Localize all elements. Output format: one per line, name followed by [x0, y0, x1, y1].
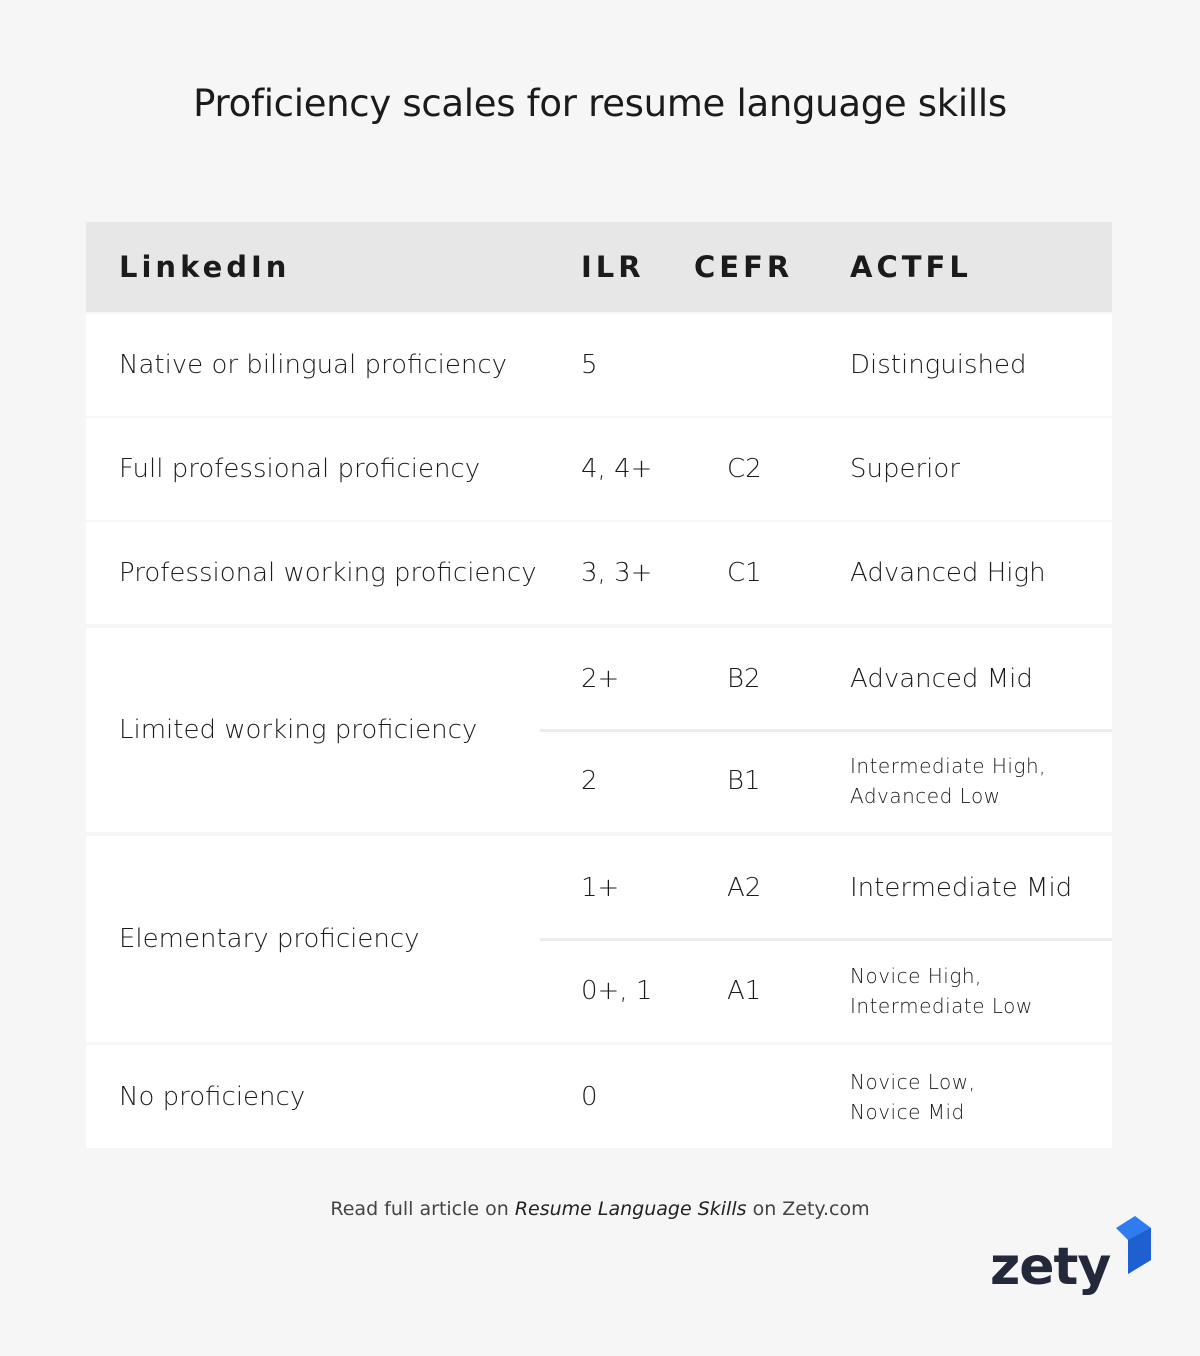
- cefr-value: B2: [727, 664, 761, 694]
- table-row: [86, 836, 1112, 1042]
- table-row: [86, 522, 1112, 624]
- ilr-value: 1+: [581, 872, 620, 903]
- actfl-value: Intermediate High, Advanced Low: [850, 754, 1047, 808]
- footer-note: Read full article on Resume Language Skills on Zety.com: [330, 1198, 870, 1220]
- zety-logo: [988, 1210, 1158, 1304]
- table-header: [86, 222, 1112, 312]
- linkedin-level: No proficiency: [119, 1081, 306, 1112]
- table-row: [86, 1045, 1112, 1148]
- linkedin-level: Native or bilingual proficiency: [119, 350, 508, 380]
- header-linkedin: LinkedIn: [119, 250, 291, 284]
- sub-row-divider: [540, 938, 1112, 941]
- linkedin-level: Elementary proficiency: [119, 924, 420, 954]
- article-link[interactable]: Resume Language Skills: [514, 1198, 747, 1220]
- table-row: [86, 314, 1112, 416]
- page-title: Proficiency scales for resume language skills: [193, 82, 1007, 125]
- ilr-value: 2: [581, 766, 598, 796]
- ilr-value: 2+: [581, 664, 620, 694]
- svg-text:zety: zety: [990, 1237, 1111, 1297]
- actfl-value: Novice High, Intermediate Low: [850, 963, 1033, 1018]
- ilr-value: 4, 4+: [581, 454, 653, 484]
- actfl-value: Superior: [850, 454, 960, 484]
- actfl-value: Advanced High: [850, 558, 1046, 588]
- ilr-value: 0: [581, 1081, 598, 1112]
- header-actfl: ACTFL: [850, 250, 972, 284]
- actfl-value: Advanced Mid: [850, 664, 1033, 694]
- linkedin-level: Professional working proficiency: [119, 558, 537, 588]
- sub-row-divider: [540, 729, 1112, 732]
- cefr-value: A2: [727, 872, 762, 903]
- cefr-value: B1: [727, 766, 761, 796]
- cefr-value: C2: [727, 454, 762, 484]
- ilr-value: 3, 3+: [581, 558, 653, 588]
- cefr-value: A1: [727, 975, 762, 1006]
- actfl-value: Novice Low, Novice Mid: [850, 1069, 976, 1124]
- cefr-value: C1: [727, 558, 762, 588]
- linkedin-level: Limited working proficiency: [119, 715, 478, 745]
- actfl-value: Intermediate Mid: [850, 872, 1073, 903]
- ilr-value: 5: [581, 350, 598, 380]
- table-row: [86, 628, 1112, 832]
- ilr-value: 0+, 1: [581, 975, 653, 1006]
- actfl-value: Distinguished: [850, 350, 1027, 380]
- linkedin-level: Full professional proficiency: [119, 454, 481, 484]
- table-row: [86, 418, 1112, 520]
- header-ilr: ILR: [581, 250, 645, 284]
- header-cefr: CEFR: [694, 250, 794, 284]
